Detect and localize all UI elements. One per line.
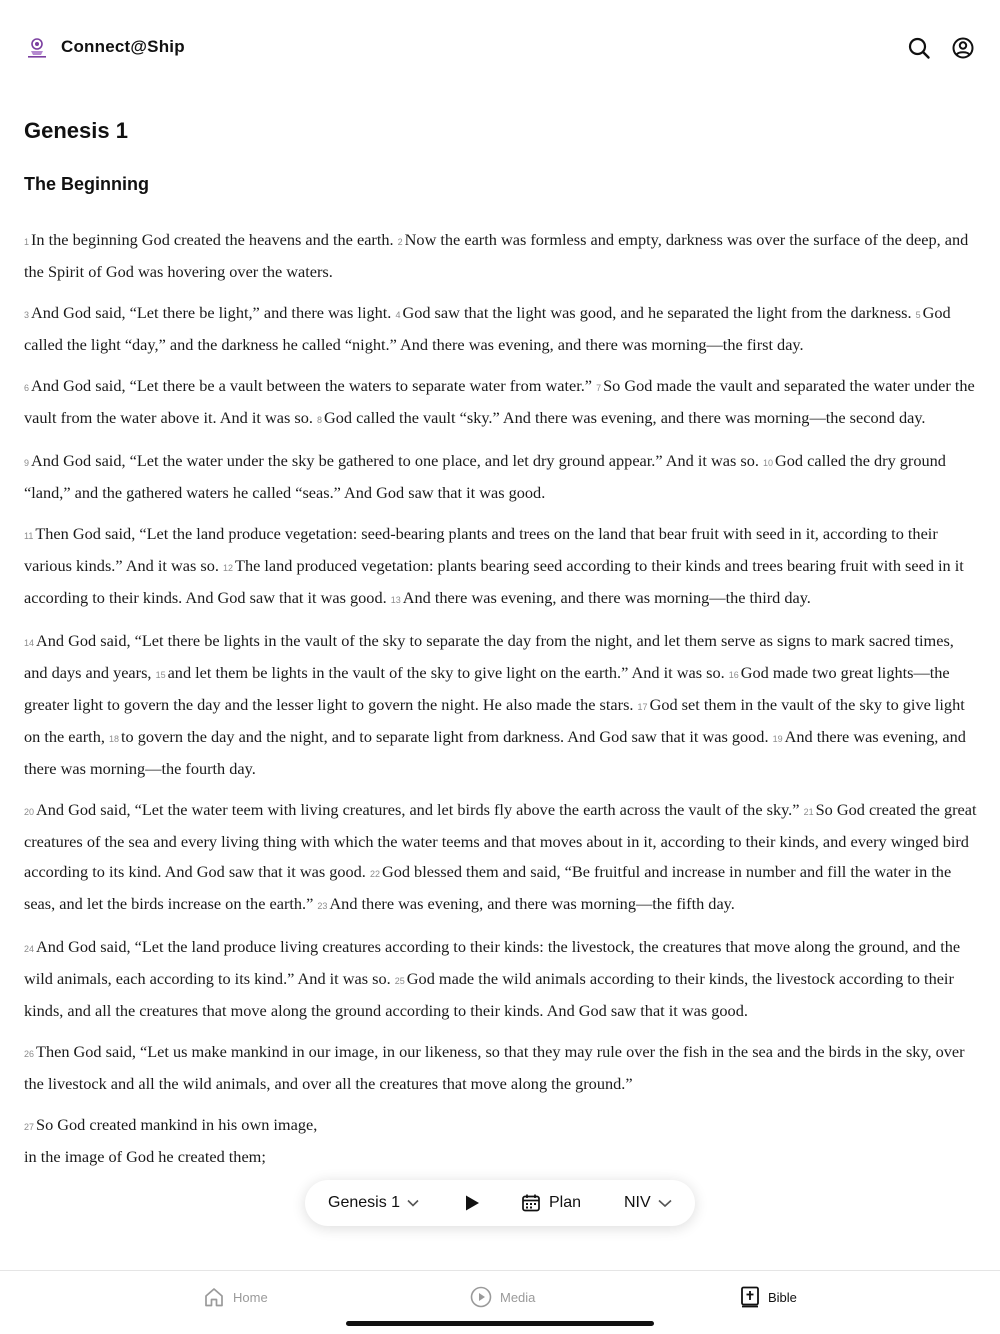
app-title: Connect@Ship: [61, 37, 185, 56]
verse-text[interactable]: And there was evening, and there was morning—the fourth day.: [24, 727, 966, 778]
tab-bible[interactable]: [740, 1283, 797, 1311]
verse-number: 4: [395, 310, 401, 320]
verse-text[interactable]: The land produced vegetation: plants bearing seed according to their kinds and trees bearing fruit with seed in it according to their kinds. And God saw that it was good.: [24, 556, 964, 607]
play-circle-icon: [470, 1286, 492, 1308]
verse-text[interactable]: And God said, “Let the land produce living creatures according to their kinds: the livestock, the creatures that move along the ground, and the wild animals, each according to its kind.” And it was so.: [24, 937, 961, 988]
chapter-title: Genesis 1: [24, 118, 128, 143]
home-indicator: [346, 1321, 654, 1326]
version-label: NIV: [624, 1194, 651, 1211]
verse-number: 2: [397, 237, 403, 247]
verse-number: 9: [24, 458, 30, 468]
verse-number: 20: [24, 807, 35, 817]
verse-number: 5: [915, 310, 921, 320]
tab-media[interactable]: [470, 1283, 535, 1311]
chapter-nav-bar: [305, 1180, 695, 1226]
account-icon[interactable]: [951, 36, 975, 60]
verse-paragraph: [24, 626, 980, 784]
verse-number: 21: [803, 807, 814, 817]
verse-number: 10: [763, 458, 774, 468]
play-audio-button[interactable]: [463, 1180, 481, 1226]
verse-paragraph: [24, 1037, 980, 1099]
verse-text[interactable]: So God created the great creatures of the sea and every living thing with which the water teems and that moves about in it, according to their kinds, and every winged bird according to its kind. And God saw that it was good.: [24, 800, 977, 881]
verse-paragraph: [24, 298, 980, 360]
verse-number: 18: [109, 734, 120, 744]
bible-reader[interactable]: [24, 112, 980, 1270]
verse-text[interactable]: Now the earth was formless and empty, darkness was over the surface of the deep, and the Spirit of God was hovering over the waters.: [24, 230, 969, 281]
verse-text[interactable]: God called the light “day,” and the darkness he called “night.” And there was evening, and there was morning—the first day.: [24, 303, 951, 354]
verse-text[interactable]: And God said, “Let there be lights in the vault of the sky to separate the day from the night, and let them serve as signs to mark sacred times, and days and years,: [24, 631, 954, 682]
verse-number: 13: [390, 595, 401, 605]
verse-number: 11: [24, 531, 34, 541]
bible-icon: [740, 1286, 760, 1308]
chevron-down-icon: [406, 1196, 420, 1210]
verse-text[interactable]: And there was evening, and there was morning—the third day.: [402, 588, 811, 607]
verse-number: 23: [317, 901, 328, 911]
verse-text[interactable]: God blessed them and said, “Be fruitful and increase in number and fill the water in the seas, and let the birds increase on the earth.”: [24, 862, 952, 913]
verse-text[interactable]: in the image of God he created them;: [24, 1147, 266, 1166]
verse-paragraph: [24, 932, 980, 1026]
verse-number: 14: [24, 638, 35, 648]
verse-number: 1: [24, 237, 30, 247]
verse-text[interactable]: And God said, “Let the water under the sky be gathered to one place, and let dry ground appear.” And it was so.: [31, 451, 763, 470]
verse-paragraph: [24, 371, 980, 435]
verse-text[interactable]: God made the wild animals according to their kinds, the livestock according to their kinds, and all the creatures that move along the ground according to their kinds. And God saw that it was good.: [24, 969, 954, 1020]
poetry-line: [24, 1142, 980, 1172]
verse-text[interactable]: Then God said, “Let us make mankind in our image, in our likeness, so that they may rule over the fish in the sea and the birds in the sky, over the livestock and all the wild animals, and over all the creatures that move along the ground.”: [24, 1042, 965, 1093]
verse-number: 25: [394, 976, 405, 986]
verse-number: 22: [369, 869, 380, 879]
play-icon: [463, 1194, 481, 1212]
verse-number: 7: [596, 383, 602, 393]
tab-home[interactable]: [203, 1283, 268, 1311]
poetry-line: [24, 1110, 980, 1142]
verse-paragraph: [24, 446, 980, 508]
tab-home-label: Home: [233, 1289, 268, 1305]
verse-text[interactable]: God made two great lights—the greater light to govern the day and the lesser light to govern the night. He also made the stars.: [24, 663, 950, 714]
search-icon[interactable]: [907, 36, 931, 60]
verse-text[interactable]: God saw that the light was good, and he separated the light from the darkness.: [402, 303, 916, 322]
chevron-down-icon: [657, 1196, 673, 1210]
verse-number: 8: [317, 415, 323, 425]
verse-number: 26: [24, 1049, 35, 1059]
verse-paragraph: [24, 225, 980, 287]
reading-plan-button[interactable]: [521, 1180, 581, 1226]
verse-text[interactable]: God called the vault “sky.” And there was evening, and there was morning—the second day.: [324, 408, 926, 427]
verse-text[interactable]: God set them in the vault of the sky to give light on the earth,: [24, 695, 965, 746]
church-logo-icon: [26, 37, 48, 59]
plan-label: Plan: [549, 1194, 582, 1211]
verse-text[interactable]: God called the dry ground “land,” and the gathered waters he called “seas.” And God saw that it was good.: [24, 451, 946, 502]
verse-text[interactable]: In the beginning God created the heavens and the earth.: [31, 230, 398, 249]
verse-number: 17: [637, 702, 648, 712]
tab-media-label: Media: [500, 1289, 536, 1305]
verse-text[interactable]: So God made the vault and separated the water under the vault from the water above it. And it was so.: [24, 376, 975, 427]
verse-number: 6: [24, 383, 30, 393]
verse-paragraph: [24, 795, 980, 921]
verse-number: 15: [155, 670, 166, 680]
verse-text[interactable]: And God said, “Let there be a vault between the waters to separate water from water.”: [31, 376, 597, 395]
verse-text[interactable]: And there was evening, and there was morning—the fifth day.: [329, 894, 735, 913]
book-chapter-selector[interactable]: [328, 1180, 420, 1226]
verse-text[interactable]: So God created mankind in his own image,: [36, 1115, 318, 1134]
verse-text[interactable]: and let them be lights in the vault of the sky to give light on the earth.” And it was so.: [167, 663, 729, 682]
tab-bible-label: Bible: [768, 1289, 797, 1305]
verse-number: 12: [222, 563, 233, 573]
calendar-icon: [521, 1193, 541, 1213]
verse-paragraph: [24, 519, 980, 615]
verse-number: 19: [772, 734, 783, 744]
verse-text[interactable]: And God said, “Let there be light,” and there was light.: [31, 303, 396, 322]
verse-text[interactable]: And God said, “Let the water teem with living creatures, and let birds fly above the earth across the vault of the sky.”: [36, 800, 804, 819]
version-selector[interactable]: [624, 1180, 673, 1226]
verse-number: 3: [24, 310, 30, 320]
verse-number: 27: [24, 1122, 35, 1132]
verse-number: 16: [728, 670, 739, 680]
section-heading: The Beginning: [24, 174, 149, 194]
verse-text[interactable]: Then God said, “Let the land produce vegetation: seed-bearing plants and trees on the land that bear fruit with seed in it, according to their various kinds.” And it was so.: [24, 524, 938, 575]
top-bar: [0, 0, 1000, 96]
passage-text: [24, 225, 980, 1172]
home-icon: [203, 1286, 225, 1308]
verse-text[interactable]: to govern the day and the night, and to separate light from darkness. And God saw that it was good.: [121, 727, 773, 746]
verse-number: 24: [24, 944, 35, 954]
book-chapter-label: Genesis 1: [328, 1194, 401, 1211]
